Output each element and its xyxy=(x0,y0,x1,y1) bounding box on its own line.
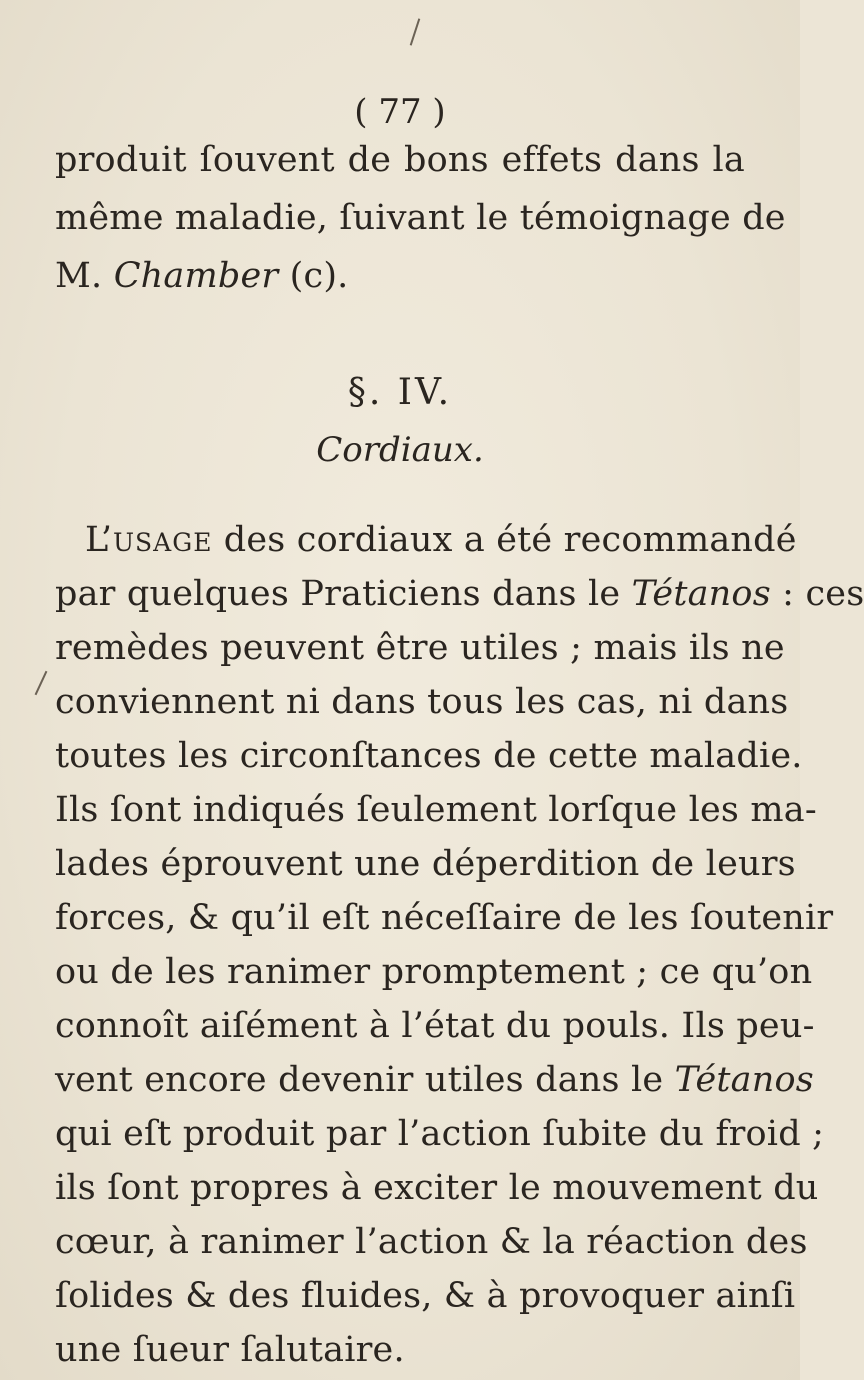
text-fragment: : ces xyxy=(770,574,864,614)
text-line: qui eſt produit par l’action ſubite du froid ; xyxy=(55,1114,825,1154)
text-line: cœur, à ranimer l’action & la réaction des xyxy=(55,1222,808,1262)
text-fragment: vent encore devenir utiles dans le xyxy=(55,1060,675,1100)
text-line xyxy=(55,574,864,614)
footnote-reference: (c). xyxy=(278,256,349,296)
text-line xyxy=(55,256,349,296)
text-line: une ſueur ſalutaire. xyxy=(55,1330,405,1370)
text-line: forces, & qu’il eſt néceſſaire de les ſoutenir xyxy=(55,898,834,938)
text-line: lades éprouvent une déperdition de leurs xyxy=(55,844,796,884)
text-line: conviennent ni dans tous les cas, ni dans xyxy=(55,682,789,722)
text-fragment: M. xyxy=(55,256,114,296)
text-line: toutes les circonſtances de cette maladie. xyxy=(55,736,803,776)
text-line: Ils ſont indiqués ſeulement lorſque les ma- xyxy=(55,790,817,830)
ink-mark-margin xyxy=(35,671,48,695)
text-fragment: par quelques Praticiens dans le xyxy=(55,574,632,614)
opening-words: L’usage xyxy=(85,520,213,560)
text-line: produit ſouvent de bons effets dans la xyxy=(55,140,745,180)
section-number: §. IV. xyxy=(347,372,453,413)
ink-mark-top xyxy=(410,18,421,45)
term-tetanos: Tétanos xyxy=(631,574,771,614)
text-fragment: des cordiaux a été recommandé xyxy=(212,520,797,560)
text-line: ſolides & des fluides, & à provoquer ainſi xyxy=(55,1276,796,1316)
text-line: connoît aiſément à l’état du pouls. Ils peu- xyxy=(55,1006,815,1046)
text-line: ou de les ranimer promptement ; ce qu’on xyxy=(55,952,813,992)
page-number: ( 77 ) xyxy=(354,92,446,132)
text-line xyxy=(55,1060,814,1100)
paragraph-first-line xyxy=(85,520,797,560)
text-line: ils ſont propres à exciter le mouvement du xyxy=(55,1168,819,1208)
section-title: Cordiaux. xyxy=(316,430,484,470)
text-line: remèdes peuvent être utiles ; mais ils ne xyxy=(55,628,785,668)
term-tetanos: Tétanos xyxy=(674,1060,814,1100)
author-name: Chamber xyxy=(113,256,279,296)
text-line: même maladie, ſuivant le témoignage de xyxy=(55,198,786,238)
